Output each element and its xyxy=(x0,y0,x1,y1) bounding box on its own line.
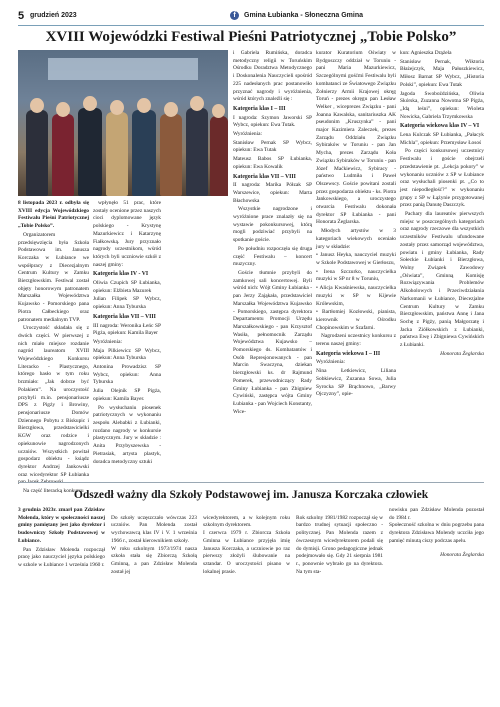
page-header xyxy=(18,10,484,24)
photo-person xyxy=(186,108,208,196)
paragraph: Wszystkie nagrodzone i wyróżnione prace znalazły się na wystawie pokonkursowej, którą mogli podziwiać przybyli na spotkanie goście. xyxy=(233,206,312,244)
article-1-title: XVIII Wojewódzki Festiwal Pieśni Patriotycznej „Tobie Polsko” xyxy=(45,29,457,45)
article-2-lead: 3 grudnia 2023r. zmarł pan Zdzisław Molenda, który w społeczności naszej gminy pamiętany jest jako dyrektor i budowniczy Szkoły Podstawowej w Łubiance. xyxy=(18,507,105,544)
jury-member-text: Janusz Heyka, nauczyciel muzyki w Szkole Podstawowej w Gierłoszu, xyxy=(316,252,396,266)
paragraph: nowisku pan Zdzisław Molenda pozostał do 1984 r. Społeczność szkolna w dniu pogrzebu pana dyrektora Zdzisława Molendy uczciła jego pamięć minutą ciszy podczas apelu. xyxy=(389,507,484,544)
photo-person xyxy=(132,110,156,196)
group-photo xyxy=(18,50,228,196)
jury-member: • Alicja Kwaśniewska, nauczycielka muzyki w SP w Kijewie Królewskim, xyxy=(316,285,396,307)
article-divider xyxy=(18,482,484,483)
paragraph: wpłynęło 51 prac, które zostały ocenione przez naszych cioci dyplomowane język polskiego - Krystynę Mazurkiewicz i Katarzynę Fiałkowską. Jury przyznało nagrody uczestnikom, wśród których byli uczniowie szkół z naszej gminy: xyxy=(93,200,161,268)
paragraph: wicedyrektorem, a w kolejnym roku szkolnym dyrektorem. I czerwca 1979 r. Zbiorcza Szkoła Gminna w Łubiance przyjęła imię Janusza Korczaka, a uczniowie po raz pierwszy złożyli ślubowanie na sztandar. O uroczystości pisano w lokalnej prasie. xyxy=(203,514,290,575)
article-1-column-4 xyxy=(316,50,396,480)
photo-banner xyxy=(48,58,198,80)
winner-entry: Jagoda Swoboździńska, Oliwia Skórska, Zuzanna Nowotna SP Pigża, „Idą leśni”, opiekun: Wioleta Nowicka, Gabriela Trzymkowska xyxy=(400,90,484,120)
winner-entry: Stanisław Pernak SP Wybcz, opiekun: Ewa Tutak xyxy=(233,139,312,154)
photo-person-head xyxy=(137,98,151,113)
winner-entry: kun: Agnieszka Drążela xyxy=(400,50,452,56)
article-2-column-4 xyxy=(296,507,383,702)
winner-entry: Julia Olejnik SP Pigża, opiekun: Kamila Bayer. xyxy=(93,388,161,402)
paragraph: Po wysłuchaniu piosenek patriotycznych w wykonaniu zespołu Alebabki z Łubianki, rozdano nagrody w konkursie plastycznym. Jury w składzie : Anita Przybyszewska - Pietrasiak, artysta plastyk, doradca metodyczny sztuki xyxy=(93,404,161,465)
winner-entry: Julian Filipek SP Wybcz, opiekun: Anna Tyburska xyxy=(93,296,161,311)
article-1-column-5 xyxy=(400,50,484,480)
jury-member: • Irena Szczurko, nauczycielka muzyki w SP nr 8 w Toruniu, xyxy=(316,268,396,283)
photo-person-head xyxy=(56,102,70,117)
article-2-column-3 xyxy=(203,507,290,702)
jury-member-text: Bartłomiej Kozłowski, pianista, kierownik w Ośrodku Chopinowskim w Szafarni. xyxy=(316,309,396,331)
winner-entry: Wyróżnienia: xyxy=(316,359,346,366)
jury-member-text: Irena Szczurko, nauczycielka muzyki w SP nr 8 w Toruniu, xyxy=(316,268,396,283)
paragraph: Nagrodzeni uczestnicy konkursu z terenu naszej gminy: xyxy=(316,333,396,348)
photo-person xyxy=(78,108,102,196)
article-1-signature: Honorata Żeglarska xyxy=(440,350,484,357)
paragraph: Goście tłumnie przybyli do zamkowej sali koncertowej. Byli wśród nich: Wójt Gminy Łubianka - pan Jerzy Zająkała, przedstawiciel Marszałka Województwa Kujawsko - Pomorskiego, zastępca dyrektora Departamentu Promocji Urzędu Marszałkowskiego - pan Krzysztof Wasiła, pełnomocnik Zarządu Województwa Kujawsko – Pomorskiego ds. Kombatantów i Osób Represjonowanych - pan Marcin Swaczyna, dziekan bierzgłowski ks. dr Rajmund Pomerek, przewodniczący Rady Gminy Łubianka - pan Zbigniew Cywiński, zastępca wójta Gminy Łubianka - pan Wojciech Konstanty, Wice- xyxy=(233,269,312,415)
paragraph: i Gabriela Rumińska, doradca metodyczny religii w Toruńskim Ośrodku Doradztwa Metodycznego i Doskonalenia Nauczycieli spośród 225 nadesłanych prac postanowiło przyznać nagrody i wyróżnienia, wśród których znaleźli się : xyxy=(233,50,312,103)
photo-person xyxy=(26,110,48,196)
photo-person-head xyxy=(30,98,44,113)
winner-entry: II nagroda: Marika Półzak SP Warszewice, opiekun: Marta Błachowska xyxy=(233,182,312,204)
category-heading: Kategoria klas IV - VI xyxy=(93,271,149,278)
paragraph: Rok szkolny 1981/1982 rozpoczął się w bardzo trudnej sytuacji społeczno - politycznej. Pan Molenda razem z ówczesnym wicedyrektorem podali się do dymisji. Grono pedagogiczne jednak podejmowało się. Gdy 21 sierpnia 1981 r., ponownie wybrało go na dyrektora. Na tym sta- xyxy=(296,514,383,575)
article-2-column-5 xyxy=(389,507,484,702)
article-1-column-3 xyxy=(233,50,312,480)
article-1-column-2 xyxy=(93,200,161,480)
winner-entry: Mateusz Babos SP Łubianka, opiekun: Ewa Kowalik xyxy=(233,156,312,170)
winner-entry: Wyróżnienia: xyxy=(93,338,123,345)
winner-entry: Lena Kulczak SP Łubianka, „Pałacyk Michla”, opiekun: Przemysław Łosoś xyxy=(400,132,484,146)
photo-person xyxy=(160,114,182,196)
header-divider xyxy=(18,25,484,26)
issue-date: grudzień 2023 xyxy=(30,12,77,19)
winner-entry: III nagroda: Weronika Łeńc SP Pigża, opiekun: Kamila Bayer xyxy=(93,322,161,337)
winner-entry: I nagroda: Szymon Jaworski SP Wybcz, opiekun: Ewa Tutak. xyxy=(233,114,312,129)
facebook-page-name: Gmina Łubianka - Słoneczna Gmina xyxy=(244,12,364,19)
photo-person-head xyxy=(164,102,178,117)
paragraph: Młodych artystów w 3 kategoriach wiekowych oceniało jury w składzie: xyxy=(316,228,396,250)
page-number: 5 xyxy=(18,10,25,22)
category-heading: Kategoria klas VII – VIII xyxy=(93,313,156,320)
paragraph: Pan Zdzisław Molenda rozpoczął pracę jako nauczyciel języka polskiego w szkole w Łubiance 1 września 1960 r. xyxy=(18,546,105,568)
winner-entry: Maja Pilkiewicz SP Wybcz, opiekun: Anna Tyburska xyxy=(93,347,161,362)
photo-person-head xyxy=(110,100,124,115)
photo-person-head xyxy=(190,96,204,111)
paragraph: Po południu rozpoczęła się druga część Festiwalu – koncert muzyczny. xyxy=(233,245,312,268)
winner-entry: Nina Łetkiewicz, Liliana Sobkiewicz, Zuzanna Sowa, Julia Syrocka SP Brąchnowo, „Barwy Ojczyzny”, opie- xyxy=(316,368,396,398)
category-heading: Kategoria wiekowa I – III xyxy=(316,350,381,357)
winner-entry: Oliwia Czupich SP Łubianka, opiekun: Elżbieta Mazurek xyxy=(93,280,161,294)
photo-person-head xyxy=(212,104,225,118)
article-2-column-1 xyxy=(18,507,105,702)
winner-entry: Stanisław Pernak, Wiktoria Błażejczyk, Maja Pałuszkiewicz, Miłosz Barnat SP Wybcz, „Historia Polski”, opiekun: Ewa Tutak xyxy=(400,58,484,88)
jury-member: • Bartłomiej Kozłowski, pianista, kierownik w Ośrodku Chopinowskim w Szafarni. xyxy=(316,309,396,331)
category-heading: Kategoria klas I – III xyxy=(233,105,286,112)
article-2-column-2 xyxy=(111,507,197,702)
paragraph: Do szkoły uczęszczało wówczas 223 uczniów. Pan Molenda został wychowawcą klas IV i V. 1 września 1966 r., został kierownikiem szkoły. W roku szkolnym 1973/1974 nasza szkoła stała się Zbiorczą Szkołą Gminną, a pan Zdzisław Molenda został jej xyxy=(111,514,197,575)
paragraph: Na część literacką konkursu xyxy=(23,488,84,495)
winner-entry: Wyróżnienia: xyxy=(233,131,263,138)
photo-person-head xyxy=(83,96,97,111)
category-heading: Kategoria wiekowa klas IV – VI xyxy=(400,123,480,130)
photo-person xyxy=(210,116,228,196)
winner-entry: Antonina Prowadzisz SP Wybcz, opiekun: Anna Tyburska xyxy=(93,364,161,386)
paragraph: Uroczystość składała się z dwóch części. W pierwszej z nich miało miejsce rozdanie nagród laureatom XVIII Wojewódzkiego Konkursu Literacko - Plastycznego, którego hasło w tym roku brzmiało: „Jak dobrze być Polakiem”. Na uroczystość przybyli m.in. pensjonariusze DPS z Pigży i Browiny, pensjonariusze Domów Dziennego Pobytu z Biskupic i Bierzgłowa, przedstawicielki KGW oraz rodzice i opiekunowie nagrodzonych uczniów. Wszystkich powitał gospodarz obiektu - ksiądz dyrektor Andrzej Jankowski oraz wicedyrektor SP Łubianka xyxy=(18,325,89,478)
paragraph: Po części konkursowej uczestnicy Festiwalu i goście obejrzeli przedstawienie pt. „Lekcja pokory” w wykonaniu uczniów z SP w Łubiance oraz wysłuchali piosenki pt. „Co to jest niepodległość?” w wykonaniu grupy z SP w Łążynie przygotowanej przez panią Danutę Daszczyk. xyxy=(400,148,484,209)
article-2-title: Odszedł ważny dla Szkoły Podstawowej im. Janusza Korczaka człowiek xyxy=(73,488,429,501)
facebook-icon: f xyxy=(230,11,239,20)
article-2-signature: Honorata Żeglarska xyxy=(440,551,484,558)
jury-member-text: Alicja Kwaśniewska, nauczycielka muzyki w SP w Kijewie Królewskim, xyxy=(316,285,396,307)
paragraph: kurator Kuratorium Oświaty w Bydgoszczy oddział w Toruniu - pani Maria Mazurkiewicz, Szczególnymi gośćmi Festiwalu byli kombatanci ze Światowego Związku Żołnierzy Armii Krajowej okręg Toruń - prezes okręgu pan Lesław Welker , wiceprezes Związku - pani Joanna Kawalska, sanitariuszka AK pseudonim „Kruszynka” - pani major Kazimiera Zaleczek, prezes Zarządu Oddziału Związku Sybiraków w Toruniu - pan Jan Mycha, prezes Zarządu Koła Związku Sybiraków w Toruniu - pan Józef Maćkiewicz, Sybiracy - państwo Ludmiła i Paweł Olszewscy. Goście powitani zostali przez gospodarza obiektu - ks. Piotra Jankowskiego, a uroczystego otwarcia Festiwalu dokonała dyrektor SP Łubianka - pani Honorata Żeglarska. xyxy=(316,50,396,226)
paragraph: Organizatorem przedsięwzięcia była Szkoła Podstawowa im. Janusza Korczaka w Łubiance we współpracy z Diecezjalnym Centrum Kultury w Zamku Bierzgłowskim. Festiwal został objęty honorowym patronatem Marszałka Województwa Kujawsko - Pomorskiego pana Piotra Całbeckiego oraz patronatem medialnym TVP. xyxy=(18,231,89,323)
category-heading: Kategoria klas VII – VIII xyxy=(233,173,296,180)
photo-person xyxy=(106,112,128,196)
photo-person xyxy=(52,114,74,196)
article-1-lead: 8 listopada 2023 r. odbyła się XVIII edycja Wojewódzkiego Festiwalu Pieśni Patriotycznej „Tobie Polsko”. xyxy=(18,200,89,230)
paragraph: Pachary dla laureatów pierwszych miejsc w poszczególnych kategoriach oraz nagrody rzeczowe dla wszystkich uczestników Festiwalu ufundowane zostały przez samorząd województwa, powiatu i gminy Łubianka, Rady Sołeckie Łubianki i Bierzgłowa, Wolny Związek Zawodowy „Oświata”, Gminną Komisję Rozwiązywania Problemów Alkoholowych i Przeciwdziałania Narkomanii w Łubiance, Diecezjalne Centrum Kultury w Zamku Bierzgłowskim, państwa Annę i Jana Sochę z Pigży, panią Małgorzatę i Jacka Ziółkowskich z Łubianki, państwa Ewę i Zbigniewa Cywińskich z Łubianki. xyxy=(400,211,484,349)
article-1-column-1 xyxy=(18,200,89,495)
jury-member: • Janusz Heyka, nauczyciel muzyki w Szkole Podstawowej w Gierłoszu, xyxy=(316,252,396,266)
